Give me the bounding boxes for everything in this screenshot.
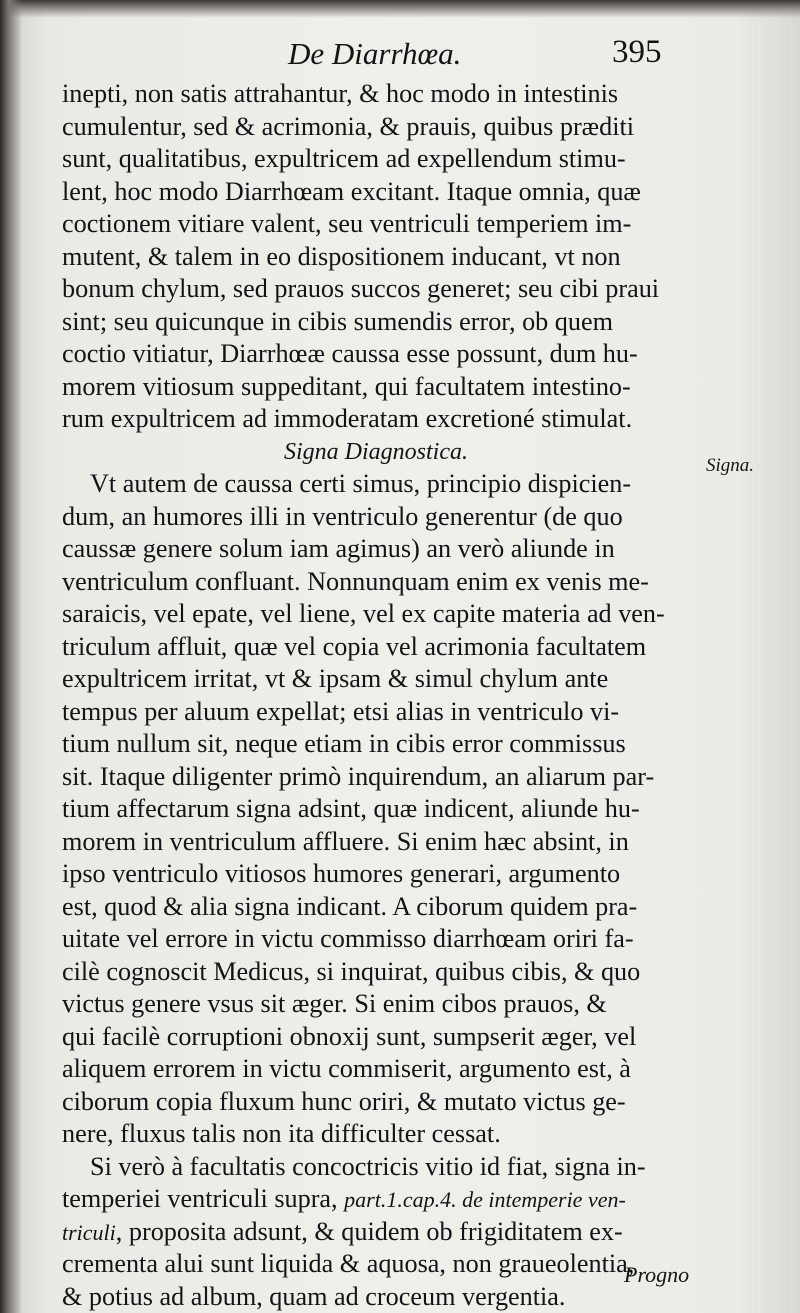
margin-note: Signa. xyxy=(706,455,755,476)
body-text xyxy=(62,78,710,1313)
text-line: dum, an humores illi in ventriculo generentur (de quo xyxy=(62,501,623,531)
text-line: caussæ genere solum iam agimus) an verò aliunde in xyxy=(62,534,615,563)
text-line xyxy=(62,1183,710,1216)
text-segment: temperiei ventriculi supra, xyxy=(62,1184,338,1213)
text-segment: , proposita adsunt, & quidem ob frigiditatem ex- xyxy=(115,1216,623,1246)
text-line: rum expultricem ad immoderatam excretioné stimulat. xyxy=(62,404,633,433)
text-line: tium affectarum signa adsint, quæ indicent, aliunde hu- xyxy=(62,794,640,823)
catchword: Progno xyxy=(624,1262,690,1287)
text-line: cumulentur, sed & acrimonia, & prauis, quibus præditi xyxy=(62,111,635,141)
reference-citation-cont: triculi xyxy=(62,1219,116,1245)
text-line: saraicis, vel epate, vel liene, vel ex capite materia ad ven- xyxy=(62,599,665,628)
text-line: est, quod & alia signa indicant. A ciborum quidem pra- xyxy=(62,891,638,921)
text-line: & potius ad album, quam ad croceum vergentia. xyxy=(62,1281,566,1311)
text-line: sit. Itaque diligenter primò inquirendum, an aliarum par- xyxy=(62,761,655,791)
text-line: aliquem errorem in victu commiserit, argumento est, à xyxy=(62,1054,631,1083)
scan-shadow-gutter xyxy=(0,0,22,1313)
text-line: coctio vitiatur, Diarrhœæ caussa esse possunt, dum hu- xyxy=(62,339,638,368)
text-line: bonum chylum, sed prauos succos generet; seu cibi praui xyxy=(62,274,660,303)
text-line: sint; seu quicunque in cibis sumendis error, ob quem xyxy=(62,306,613,336)
text-line: nere, fluxus talis non ita difficulter cessat. xyxy=(62,1119,501,1148)
text-line: morem vitiosum suppeditant, qui facultatem intestino- xyxy=(62,371,631,401)
text-line: sunt, qualitatibus, expultricem ad expellendum stimu- xyxy=(62,144,626,173)
reference-citation: part.1.cap.4. de intemperie ven- xyxy=(344,1187,626,1212)
text-line: crementa alui sunt liquida & aquosa, non graueolentia, xyxy=(62,1249,635,1278)
text-line: expultricem irritat, vt & ipsam & simul chylum ante xyxy=(62,664,609,693)
text-line: ipso ventriculo vitiosos humores generari, argumento xyxy=(62,859,621,888)
text-line: Vt autem de caussa certi simus, principio dispicien- xyxy=(90,469,632,498)
text-line: tempus per aluum expellat; etsi alias in ventriculo vi- xyxy=(62,696,620,726)
text-line: victus genere vsus sit æger. Si enim cibos prauos, & xyxy=(62,989,607,1018)
scan-shadow-top xyxy=(0,0,800,18)
section-heading: Signa Diagnostica. xyxy=(284,438,468,465)
text-line: ciborum copia fluxum hunc oriri, & mutato victus ge- xyxy=(62,1086,626,1116)
text-line: uitate vel errore in victu commisso diarrhœam oriri fa- xyxy=(62,924,634,953)
text-line: mutent, & talem in eo dispositionem inducant, vt non xyxy=(62,241,621,271)
text-line: cilè cognoscit Medicus, si inquirat, quibus cibis, & quo xyxy=(62,956,641,986)
page-number: 395 xyxy=(612,34,662,70)
text-line: inepti, non satis attrahantur, & hoc modo in intestinis xyxy=(62,79,619,108)
text-line: morem in ventriculum affluere. Si enim hæc absint, in xyxy=(62,826,629,856)
text-line xyxy=(62,1216,710,1249)
text-line: qui facilè corruptioni obnoxij sunt, sumpserit æger, vel xyxy=(62,1021,637,1051)
text-line: tium nullum sit, neque etiam in cibis error commissus xyxy=(62,729,626,758)
text-line: coctionem vitiare valent, seu ventriculi temperiem im- xyxy=(62,209,632,238)
text-line: Si verò à facultatis concoctricis vitio id fiat, signa in- xyxy=(90,1151,646,1181)
text-line: triculum affluit, quæ vel copia vel acrimonia facultatem xyxy=(62,631,647,661)
text-line: lent, hoc modo Diarrhœam excitant. Itaque omnia, quæ xyxy=(62,176,641,206)
running-head: De Diarrhœa. xyxy=(288,36,462,71)
text-line: ventriculum confluant. Nonnunquam enim ex venis me- xyxy=(62,566,649,596)
